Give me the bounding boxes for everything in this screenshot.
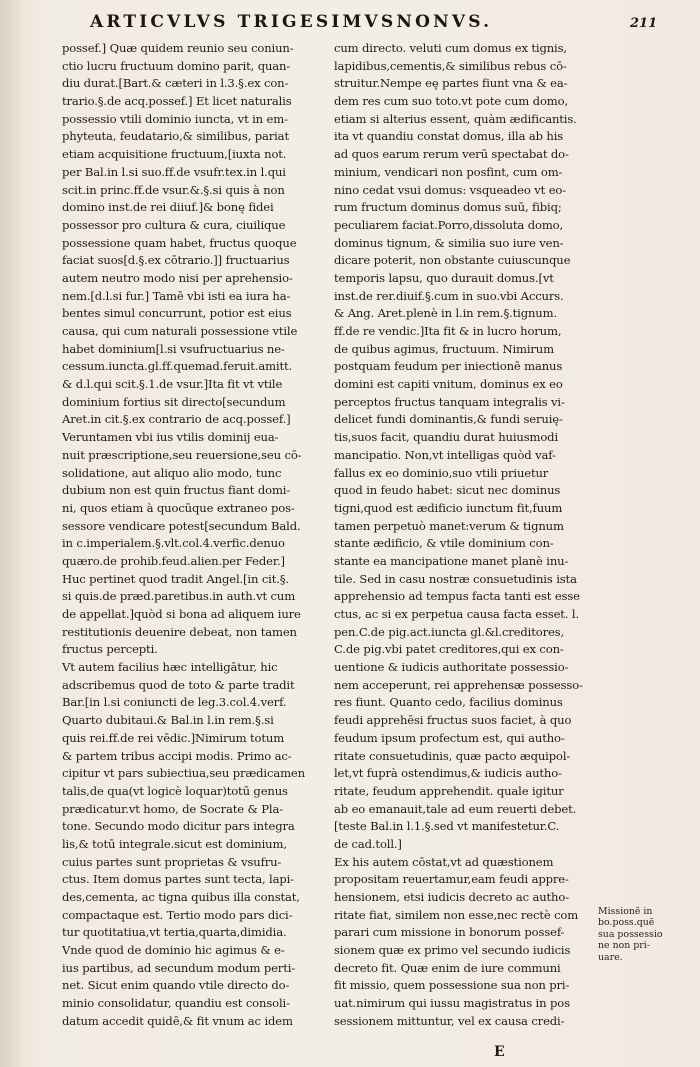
running-head: ARTICVLVS TRIGESIMVSNONVS. xyxy=(90,12,493,32)
text-line: tigni,quod est ædificio iunctum fit,fuum xyxy=(334,500,563,515)
text-line: dominium fortius sit directo[secundum xyxy=(62,394,286,409)
text-line: ab eo emanauit,tale ad eum reuerti debet. xyxy=(334,801,577,816)
text-line: trario.§.de acq.possef.] Et licet naturalis xyxy=(62,94,292,109)
text-line: nino cedat vsui domus: vsqueadeo vt eo- xyxy=(334,182,567,197)
text-line: tur quotitatiua,vt tertia,quarta,dimidia. xyxy=(62,925,287,940)
text-line: datum accedit quidē,& fit vnum ac idem xyxy=(62,1013,293,1028)
text-line: scit.in princ.ff.de vsur.&.§.si quis à non xyxy=(62,182,285,197)
text-line: de appellat.]quòd si bona ad aliquem iure xyxy=(62,607,301,621)
text-line: etiam si alterius essent, quàm ædificantis. xyxy=(334,111,577,126)
text-line: C.de pig.vbi patet creditores,qui ex con- xyxy=(334,642,564,657)
text-line: sessore vendicare potest[secundum Bald. xyxy=(62,518,301,533)
text-line: faciat suos[d.§.ex cōtrario.]] fructuarius xyxy=(62,253,290,268)
text-line: compactaque est. Tertio modo pars dici- xyxy=(62,907,293,922)
marginal-note-line: sua possessio xyxy=(598,928,663,940)
text-line: uentione & iudicis authoritate possessio- xyxy=(334,660,569,675)
text-line: de cad.toll.] xyxy=(334,836,402,851)
text-line: cipitur vt pars subiectiua,seu prædicamen xyxy=(62,766,305,781)
text-line: pen.C.de pig.act.iuncta gl.&l.creditores, xyxy=(334,624,565,639)
text-line: nuit præscriptione,seu reuersione,seu cō- xyxy=(62,447,302,462)
text-line: etiam acquisitione fructuum,[iuxta not. xyxy=(62,147,287,162)
text-line: talis,de qua(vt logicè loquar)totū genus xyxy=(62,783,288,798)
text-line: & partem tribus accipi modis. Primo ac- xyxy=(62,748,292,763)
right-text-column xyxy=(334,40,598,1031)
text-line: des,cementa, ac tigna quibus illa constat, xyxy=(62,890,300,904)
text-line: & Ang. Aret.plenè in l.in rem.§.tignum. xyxy=(334,306,557,321)
text-line: dubium non est quin fructus fiant domi- xyxy=(62,483,291,498)
text-line: Vnde quod de dominio hic agimus & e- xyxy=(62,943,285,958)
text-line: res fiunt. Quanto cedo, facilius dominus xyxy=(334,695,563,710)
text-line: possessio vtili dominio iuncta, vt in em- xyxy=(62,111,288,126)
text-line: possessione quam habet, fructus quoque xyxy=(62,235,297,250)
text-line: peculiarem faciat.Porro,dissoluta domo, xyxy=(334,217,564,232)
text-line: minio consolidatur, quandiu est consoli- xyxy=(62,996,290,1011)
text-line: possessor pro cultura & cura, ciuilique xyxy=(62,217,286,232)
text-line: & d.l.qui scit.§.1.de vsur.]Ita fit vt vtile xyxy=(62,377,283,392)
text-line: habet dominium[l.si vsufructuarius ne- xyxy=(62,341,285,356)
text-line: lis,& totū integrale.sicut est dominium, xyxy=(62,836,287,851)
text-line: solidatione, aut aliquo alio modo, tunc xyxy=(62,465,282,480)
text-line: rum fructum dominus domus suū, fibiq; xyxy=(334,200,562,215)
text-line: Veruntamen vbi ius vtilis dominij eua- xyxy=(62,430,279,445)
text-line: cum directo. veluti cum domus ex tignis, xyxy=(334,41,567,55)
text-line: possef.] Quæ quidem reunio seu coniun- xyxy=(62,41,294,55)
text-line: nem acceperunt, rei apprehensæ possesso- xyxy=(334,677,583,692)
page-gutter xyxy=(0,0,22,1067)
text-line: stante ea mancipatione manet planè inu- xyxy=(334,553,569,568)
text-line: autem neutro modo nisi per aprehensio- xyxy=(62,270,293,285)
text-line: feudum ipsum profectum est, qui autho- xyxy=(334,730,565,745)
text-line: tone. Secundo modo dicitur pars integra xyxy=(62,819,295,834)
text-line: struitur.Nempe eę partes fiunt vna & ea- xyxy=(334,76,568,91)
text-line: inst.de rer.diuif.§.cum in suo.vbi Accurs. xyxy=(334,288,564,303)
text-line: prædicatur.vt homo, de Socrate & Pla- xyxy=(62,801,283,816)
text-line: cessum.iuncta.gl.ff.quemad.feruit.amitt. xyxy=(62,359,293,374)
text-line: minium, vendicari non posfint, cum om- xyxy=(334,164,563,179)
text-line: hensionem, etsi iudicis decreto ac autho- xyxy=(334,890,569,904)
text-line: ita vt quandiu constat domus, illa ab his xyxy=(334,129,564,144)
text-line: decreto fit. Quæ enim de iure communi xyxy=(334,960,561,975)
text-line: diu durat.[Bart.& cæteri in l.3.§.ex con- xyxy=(62,76,289,91)
text-line: perceptos fructus tanquam integralis vi- xyxy=(334,394,565,409)
text-line: Ex his autem cōstat,vt ad quæstionem xyxy=(334,854,554,869)
text-line: let,vt fuprà ostendimus,& iudicis autho- xyxy=(334,766,562,781)
text-line: fructus percepti. xyxy=(62,642,158,657)
text-line: domino inst.de rei diiuf.]& bonę fidei xyxy=(62,200,274,215)
text-line: parari cum missione in bonorum possef- xyxy=(334,925,565,940)
text-line: Aret.in cit.§.ex contrario de acq.possef.] xyxy=(62,412,291,427)
text-line: quæro.de prohib.feud.alien.per Feder.] xyxy=(62,553,285,568)
text-line: bentes simul concurrunt, potior est eius xyxy=(62,306,292,321)
text-line: adscribemus quod de toto & parte tradit xyxy=(62,677,295,692)
page-number: 211 xyxy=(630,16,658,31)
text-line: ius partibus, ad secundum modum perti- xyxy=(62,960,296,975)
text-line: nem.[d.l.si fur.] Tamē vbi isti ea iura ha- xyxy=(62,288,291,303)
text-line: dem res cum suo toto.vt pote cum domo, xyxy=(334,94,568,109)
marginal-note-line: uare. xyxy=(598,951,623,963)
marginal-note-line: Missionē in xyxy=(598,906,653,917)
text-line: apprehensio ad tempus facta tanti est esse xyxy=(334,589,580,604)
text-line: tis,suos facit, quandiu durat huiusmodi xyxy=(334,430,559,445)
text-line: propositam reuertamur,eam feudi appre- xyxy=(334,872,569,887)
text-line: feudi apprehēsi fructus suos faciet, à quo xyxy=(334,713,572,728)
text-line: fallus ex eo dominio,suo vtili priuetur xyxy=(334,465,549,480)
text-line: restitutionis deuenire debeat, non tamen xyxy=(62,624,297,639)
text-line: tile. Sed in casu nostræ consuetudinis ista xyxy=(334,571,577,586)
text-line: [teste Bal.in l.1.§.sed vt manifestetur.C. xyxy=(334,819,560,834)
text-line: mancipatio. Non,vt intelligas quòd vaf- xyxy=(334,447,556,462)
text-line: ctus. Item domus partes sunt tecta, lapi- xyxy=(62,872,294,887)
text-line: stante ædificio, & vtile dominium con- xyxy=(334,536,554,551)
text-line: Bar.[in l.si coniuncti de leg.3.col.4.verf. xyxy=(62,695,287,710)
text-line: sionem quæ ex primo vel secundo iudicis xyxy=(334,943,571,958)
text-line: temporis lapsu, quo durauit domus.[vt xyxy=(334,270,554,285)
marginal-note-line: ne non pri- xyxy=(598,940,650,952)
text-line: net. Sicut enim quando vtile directo do- xyxy=(62,978,290,993)
text-line: phyteuta, feudatario,& similibus, pariat xyxy=(62,129,289,144)
text-line: causa, qui cum naturali possessione vtile xyxy=(62,324,298,338)
text-line: lapidibus,cementis,& similibus rebus cō- xyxy=(334,58,567,73)
text-line: ritate fiat, similem non esse,nec rectè com xyxy=(334,907,579,922)
text-line: ctio lucru fructuum domino parit, quan- xyxy=(62,58,291,73)
text-line: ctus, ac si ex perpetua causa facta esset. l. xyxy=(334,607,579,621)
text-line: ritate consuetudinis, quæ pacto æquipol- xyxy=(334,748,571,763)
text-line: domini est capiti vnitum, dominus ex eo xyxy=(334,377,563,392)
text-line: dicare poterit, non obstante cuiuscunque xyxy=(334,253,571,268)
text-line: sessionem mittuntur, vel ex causa credi- xyxy=(334,1013,565,1028)
text-line: uat.nimirum qui iussu magistratus in pos xyxy=(334,996,570,1011)
text-line: in c.imperialem.§.vlt.col.4.verfic.denuo xyxy=(62,536,285,551)
text-line: per Bal.in l.si suo.ff.de vsufr.tex.in l.qui xyxy=(62,164,286,179)
catchword: E xyxy=(494,1044,505,1060)
left-text-column xyxy=(62,40,322,1031)
text-line: delicet fundi dominantis,& fundi seruię- xyxy=(334,412,563,427)
text-line: Huc pertinet quod tradit Angel.[in cit.§. xyxy=(62,571,289,586)
text-line: dominus tignum, & similia suo iure ven- xyxy=(334,235,564,250)
text-line: si quis.de præd.paretibus.in auth.vt cum xyxy=(62,589,296,604)
text-line: de quibus agimus, fructuum. Nimirum xyxy=(334,341,554,356)
text-line: quis rei.ff.de rei vēdic.]Nimirum totum xyxy=(62,730,285,745)
text-line: ad quos earum rerum verū spectabat do- xyxy=(334,147,569,162)
text-line: quod in feudo habet: sicut nec dominus xyxy=(334,483,561,498)
marginal-note xyxy=(598,906,690,963)
text-line: Quarto dubitaui.& Bal.in l.in rem.§.si xyxy=(62,713,274,728)
text-line: ff.de re vendic.]Ita fit & in lucro horum, xyxy=(334,324,562,338)
text-line: Vt autem facilius hæc intelligātur, hic xyxy=(62,660,278,675)
marginal-note-line: bo.poss.quē xyxy=(598,917,655,929)
text-line: postquam feudum per iniectionē manus xyxy=(334,359,563,374)
text-line: ni, quos etiam à quocūque extraneo pos- xyxy=(62,500,295,515)
text-line: tamen perpetuò manet:verum & tignum xyxy=(334,518,564,533)
text-line: fit missio, quem possessione sua non pri- xyxy=(334,978,570,993)
text-line: ritate, feudum apprehendit. quale igitur xyxy=(334,783,564,798)
text-line: cuius partes sunt proprietas & vsufru- xyxy=(62,854,282,869)
